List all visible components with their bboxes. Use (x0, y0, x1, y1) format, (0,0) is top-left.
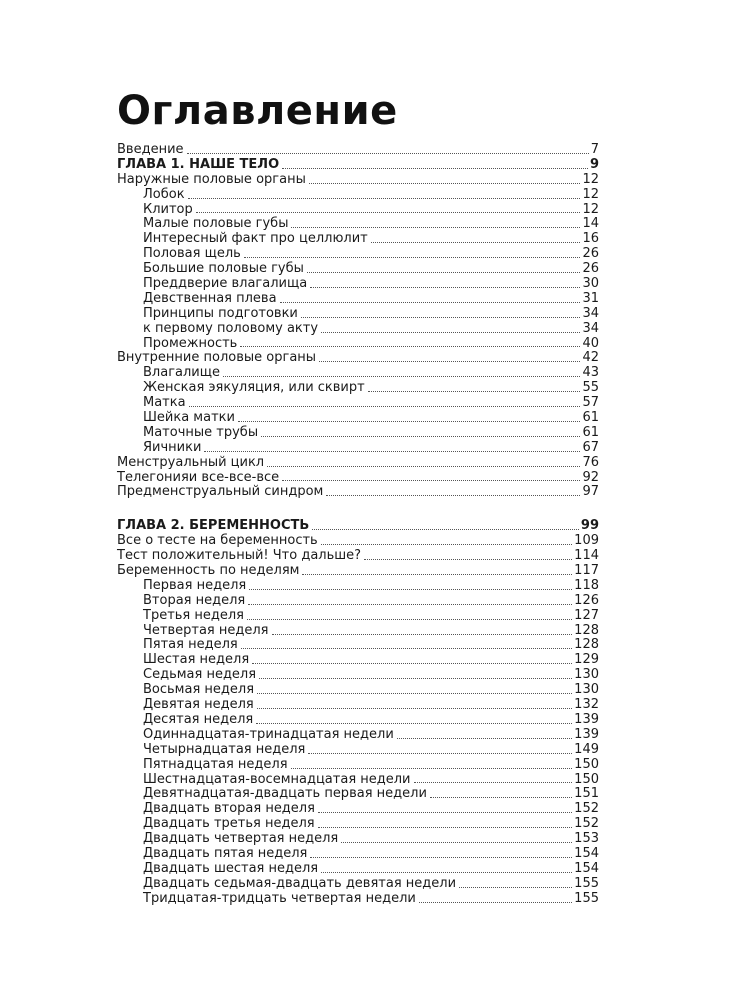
dot-leader (319, 360, 580, 362)
toc-entry[interactable] (117, 337, 599, 352)
toc-entry-page-number: 99 (580, 518, 599, 534)
dot-leader (321, 331, 580, 333)
toc-entry-title: Влагалище (143, 365, 220, 381)
toc-entry-title: Шестая неделя (143, 652, 250, 668)
toc-entry[interactable] (117, 758, 599, 773)
toc-entry-title: Седьмая неделя (143, 667, 257, 683)
toc-entry[interactable] (117, 743, 599, 758)
table-of-contents (117, 143, 599, 907)
toc-entry-title: Девственная плева (143, 290, 277, 306)
dot-leader (196, 211, 581, 213)
section-gap (117, 500, 599, 519)
toc-entry-title: Двадцать вторая неделя (143, 801, 315, 817)
dot-leader (282, 167, 588, 169)
toc-entry-page-number: 150 (574, 756, 599, 772)
toc-entry-title: Телегонияи все-все-все (117, 469, 280, 485)
toc-entry-page-number: 12 (582, 171, 599, 187)
dot-leader (301, 316, 581, 318)
toc-entry-title: Внутренние половые органы (117, 350, 317, 366)
toc-entry[interactable] (117, 292, 599, 307)
toc-entry-title: к первому половому акту (143, 320, 319, 336)
toc-entry-page-number: 126 (574, 592, 599, 608)
toc-entry[interactable] (117, 549, 599, 564)
toc-entry-page-number: 12 (582, 186, 599, 202)
dot-leader (248, 603, 572, 605)
toc-entry[interactable] (117, 728, 599, 743)
toc-entry[interactable] (117, 698, 599, 713)
toc-entry-page-number: 42 (582, 350, 599, 366)
toc-entry[interactable] (117, 802, 599, 817)
toc-entry-page-number: 31 (582, 290, 599, 306)
toc-entry-page-number: 128 (574, 637, 599, 653)
toc-entry-page-number: 152 (574, 816, 599, 832)
toc-entry-page-number: 26 (582, 246, 599, 262)
toc-entry-page-number: 132 (574, 697, 599, 713)
toc-entry-page-number: 114 (574, 548, 599, 564)
dot-leader (272, 633, 573, 635)
toc-entry[interactable] (117, 832, 599, 847)
dot-leader (307, 271, 581, 273)
dot-leader (308, 752, 572, 754)
toc-entry-page-number: 127 (574, 607, 599, 623)
toc-entry-page-number: 14 (582, 216, 599, 232)
dot-leader (310, 856, 572, 858)
toc-entry-page-number: 150 (574, 771, 599, 787)
dot-leader (291, 226, 580, 228)
toc-entry[interactable] (117, 217, 599, 232)
toc-entry-page-number: 30 (582, 276, 599, 291)
toc-entry-page-number: 34 (582, 320, 599, 336)
toc-entry-page-number: 109 (574, 533, 599, 549)
toc-entry-page-number: 76 (582, 454, 599, 470)
toc-entry-page-number: 97 (582, 484, 599, 500)
dot-leader (204, 450, 580, 452)
toc-entry-title: Интересный факт про целлюлит (143, 231, 368, 247)
toc-chapter-heading[interactable] (117, 519, 599, 534)
dot-leader (414, 781, 573, 783)
dot-leader (280, 301, 581, 303)
toc-entry-title: Клитор (143, 201, 193, 217)
toc-entry-title: Матка (143, 395, 186, 411)
toc-entry-page-number: 153 (574, 831, 599, 847)
toc-entry[interactable] (117, 188, 599, 203)
dot-leader (187, 152, 589, 154)
dot-leader (371, 241, 581, 243)
toc-entry-title: Беременность по неделям (117, 563, 300, 579)
toc-entry-page-number: 34 (582, 305, 599, 321)
dot-leader (310, 286, 580, 288)
toc-entry[interactable] (117, 877, 599, 892)
toc-entry[interactable] (117, 322, 599, 337)
toc-entry[interactable] (117, 534, 599, 549)
toc-entry-page-number: 40 (582, 335, 599, 351)
toc-entry-title: Вторая неделя (143, 592, 246, 608)
toc-entry-title: Девятая неделя (143, 697, 254, 713)
page-title: Оглавление (117, 88, 398, 134)
toc-entry-title: ГЛАВА 2. БЕРЕМЕННОСТЬ (117, 518, 310, 534)
dot-leader (223, 375, 580, 377)
toc-entry[interactable] (117, 277, 599, 292)
toc-entry-page-number: 155 (574, 875, 599, 891)
toc-entry-title: Все о тесте на беременность (117, 533, 318, 549)
toc-entry[interactable] (117, 564, 599, 579)
toc-entry[interactable] (117, 485, 599, 500)
toc-entry-page-number: 26 (582, 261, 599, 277)
toc-entry[interactable] (117, 713, 599, 728)
toc-entry-page-number: 152 (574, 801, 599, 817)
dot-leader (302, 573, 572, 575)
dot-leader (309, 182, 581, 184)
dot-leader (240, 345, 580, 347)
dot-leader (261, 435, 580, 437)
dot-leader (459, 886, 572, 888)
dot-leader (238, 420, 581, 422)
toc-entry-title: Менструальный цикл (117, 454, 265, 470)
toc-entry-title: Двадцать пятая неделя (143, 845, 308, 861)
toc-entry[interactable] (117, 862, 599, 877)
toc-entry-page-number: 67 (582, 439, 599, 455)
toc-entry-page-number: 139 (574, 711, 599, 727)
toc-entry-page-number: 130 (574, 667, 599, 683)
toc-entry-page-number: 117 (574, 563, 599, 579)
toc-entry[interactable] (117, 441, 599, 456)
toc-entry-page-number: 61 (582, 410, 599, 426)
toc-entry-title: Шестнадцатая-восемнадцатая недели (143, 771, 411, 787)
toc-entry-page-number: 118 (574, 577, 599, 593)
toc-entry[interactable] (117, 173, 599, 188)
toc-entry[interactable] (117, 773, 599, 788)
toc-entry-title: Преддверие влагалища (143, 276, 308, 291)
toc-entry-title: Промежность (143, 335, 238, 351)
toc-entry-page-number: 12 (582, 201, 599, 217)
toc-entry-page-number: 129 (574, 652, 599, 668)
toc-entry-page-number: 155 (574, 890, 599, 906)
dot-leader (267, 465, 580, 467)
dot-leader (282, 479, 580, 481)
dot-leader (259, 677, 572, 679)
toc-entry[interactable] (117, 817, 599, 832)
toc-entry-title: Большие половые губы (143, 261, 304, 277)
toc-entry-title: Двадцать седьмая-двадцать девятая недели (143, 875, 457, 891)
toc-entry-title: Женская эякуляция, или сквирт (143, 380, 365, 396)
dot-leader (189, 405, 581, 407)
toc-entry-title: Наружные половые органы (117, 171, 306, 187)
toc-entry-page-number: 130 (574, 682, 599, 698)
toc-entry[interactable] (117, 143, 599, 158)
toc-entry-title: Четырнадцатая неделя (143, 741, 306, 757)
toc-entry[interactable] (117, 579, 599, 594)
toc-entry[interactable] (117, 247, 599, 262)
dot-leader (321, 871, 572, 873)
toc-entry-title: Двадцать третья неделя (143, 816, 315, 832)
dot-leader (318, 811, 572, 813)
toc-entry-page-number: 92 (582, 469, 599, 485)
toc-entry-title: Лобок (143, 186, 185, 202)
toc-entry-title: Пятая неделя (143, 637, 238, 653)
toc-entry-title: Двадцать четвертая неделя (143, 831, 339, 847)
toc-entry-title: Четвертая неделя (143, 622, 269, 638)
dot-leader (368, 390, 581, 392)
toc-entry-title: Первая неделя (143, 577, 247, 593)
dot-leader (188, 197, 581, 199)
toc-entry-title: Десятая неделя (143, 711, 254, 727)
toc-entry-title: Третья неделя (143, 607, 244, 623)
toc-entry[interactable] (117, 262, 599, 277)
toc-entry-title: Шейка матки (143, 410, 235, 426)
toc-entry[interactable] (117, 892, 599, 907)
toc-entry-page-number: 57 (582, 395, 599, 411)
dot-leader (247, 618, 572, 620)
toc-entry[interactable] (117, 787, 599, 802)
toc-entry[interactable] (117, 668, 599, 683)
toc-entry[interactable] (117, 203, 599, 218)
dot-leader (257, 707, 572, 709)
toc-entry-title: Половая щель (143, 246, 241, 262)
toc-entry-title: Введение (117, 141, 184, 157)
toc-entry-page-number: 9 (589, 156, 599, 172)
dot-leader (312, 528, 579, 530)
dot-leader (241, 647, 572, 649)
dot-leader (419, 901, 572, 903)
dot-leader (321, 543, 572, 545)
toc-entry[interactable] (117, 426, 599, 441)
dot-leader (318, 826, 573, 828)
toc-entry-page-number: 139 (574, 726, 599, 742)
toc-entry-title: Маточные трубы (143, 424, 259, 440)
toc-entry[interactable] (117, 456, 599, 471)
toc-entry-page-number: 55 (582, 380, 599, 396)
toc-entry-page-number: 151 (574, 786, 599, 802)
dot-leader (291, 767, 573, 769)
toc-entry-title: Тест положительный! Что дальше? (117, 548, 362, 564)
dot-leader (364, 558, 572, 560)
toc-entry[interactable] (117, 653, 599, 668)
toc-entry-title: Одиннадцатая-тринадцатая недели (143, 726, 394, 742)
dot-leader (244, 256, 581, 258)
toc-entry[interactable] (117, 351, 599, 366)
toc-entry-title: Двадцать шестая неделя (143, 860, 319, 876)
dot-leader (341, 841, 572, 843)
toc-entry-title: Восьмая неделя (143, 682, 255, 698)
dot-leader (430, 796, 572, 798)
toc-entry[interactable] (117, 639, 599, 654)
toc-entry-page-number: 16 (582, 231, 599, 247)
dot-leader (257, 692, 572, 694)
toc-entry-page-number: 43 (582, 365, 599, 381)
toc-entry[interactable] (117, 381, 599, 396)
toc-entry[interactable] (117, 847, 599, 862)
dot-leader (249, 588, 572, 590)
toc-entry[interactable] (117, 683, 599, 698)
toc-entry[interactable] (117, 366, 599, 381)
toc-entry[interactable] (117, 307, 599, 322)
toc-entry-title: Предменструальный синдром (117, 484, 324, 500)
dot-leader (256, 722, 572, 724)
toc-entry-title: ГЛАВА 1. НАШЕ ТЕЛО (117, 156, 280, 172)
toc-entry-page-number: 128 (574, 622, 599, 638)
toc-entry-page-number: 61 (582, 424, 599, 440)
toc-entry[interactable] (117, 396, 599, 411)
toc-entry-page-number: 154 (574, 860, 599, 876)
dot-leader (397, 737, 572, 739)
toc-entry[interactable] (117, 594, 599, 609)
toc-entry-page-number: 7 (590, 141, 599, 157)
toc-entry-title: Принципы подготовки (143, 305, 298, 321)
toc-chapter-heading[interactable] (117, 158, 599, 173)
toc-entry[interactable] (117, 411, 599, 426)
toc-entry-page-number: 154 (574, 845, 599, 861)
toc-entry[interactable] (117, 471, 599, 486)
toc-entry[interactable] (117, 232, 599, 247)
dot-leader (326, 494, 580, 496)
toc-entry-title: Тридцатая-тридцать четвертая недели (143, 890, 416, 906)
toc-entry[interactable] (117, 624, 599, 639)
toc-entry-title: Малые половые губы (143, 216, 289, 232)
toc-entry-title: Яичники (143, 439, 202, 455)
dot-leader (252, 662, 572, 664)
toc-entry-title: Девятнадцатая-двадцать первая недели (143, 786, 427, 802)
toc-entry-title: Пятнадцатая неделя (143, 756, 288, 772)
toc-entry[interactable] (117, 609, 599, 624)
toc-entry-page-number: 149 (574, 741, 599, 757)
